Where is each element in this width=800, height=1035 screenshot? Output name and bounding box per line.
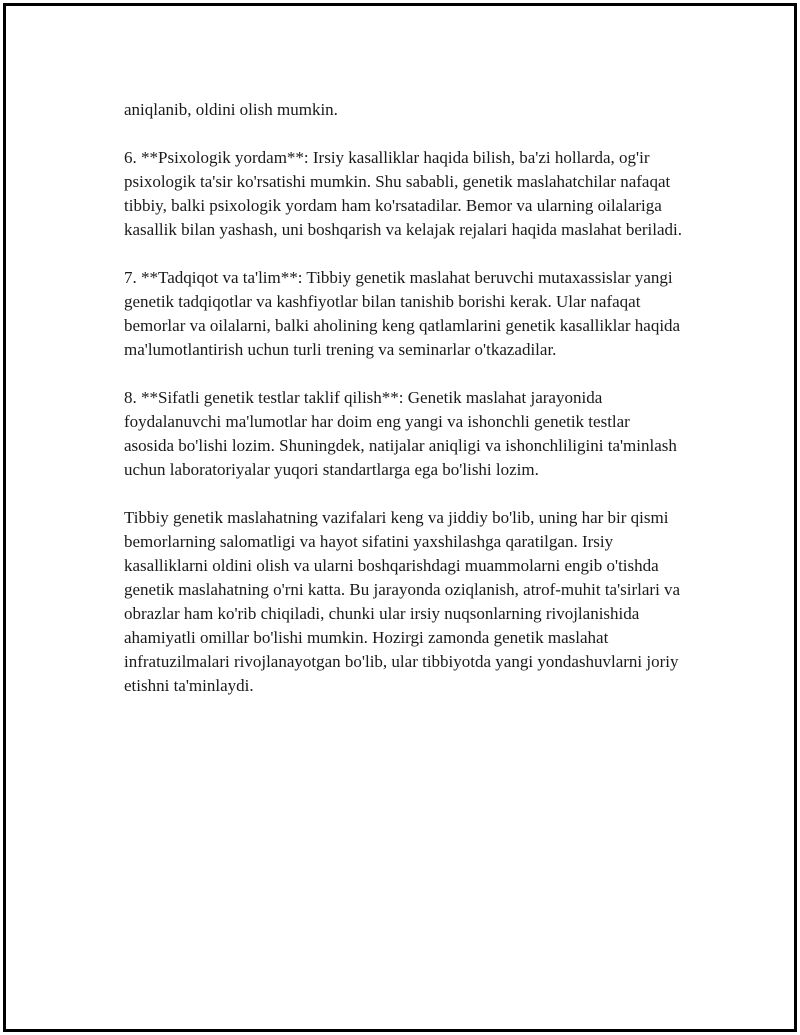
paragraph-conclusion: Tibbiy genetik maslahatning vazifalari keng va jiddiy bo'lib, uning har bir qismi bemorlarning salomatligi va hayot sifatini yaxshilashga qaratilgan. Irsiy kasalliklarni oldini olish va ularni boshqarishdagi muammolarni engib o'tishda genetik maslahatning o'rni katta. Bu jarayonda oziqlanish, atrof-muhit ta'sirlari va obrazlar ham ko'rib chiqiladi, chunki ular irsiy nuqsonlarning rivojlanishida ahamiyatli omillar bo'lishi mumkin. Hozirgi zamonda genetik maslahat infratuzilmalari rivojlanayotgan bo'lib, ular tibbiyotda yangi yondashuvlarni joriy etishni ta'minlaydi. — [124, 508, 681, 695]
paragraph-research-education: 7. **Tadqiqot va ta'lim**: Tibbiy genetik maslahat beruvchi mutaxassislar yangi genetik tadqiqotlar va kashfiyotlar bilan tanishib borishi kerak. Ular nafaqat bemorlar va oilalarni, balki aholining keng qatlamlarini genetik kasalliklar haqida ma'lumotlantirish uchun turli trening va seminarlar o'tkazadilar. — [124, 268, 681, 359]
page-frame — [3, 3, 797, 1032]
paragraph-continuation: aniqlanib, oldini olish mumkin. — [124, 100, 338, 119]
document-body — [124, 98, 684, 722]
paragraph-quality-genetic-tests: 8. **Sifatli genetik testlar taklif qilish**: Genetik maslahat jarayonida foydalanuvchi ma'lumotlar har doim eng yangi va ishonchli genetik testlar asosida bo'lishi lozim. Shuningdek, natijalar aniqligi va ishonchliligini ta'minlash uchun laboratoriyalar yuqori standartlarga ega bo'lishi lozim. — [124, 388, 677, 479]
paragraph-psychological-support: 6. **Psixologik yordam**: Irsiy kasalliklar haqida bilish, ba'zi hollarda, og'ir psixologik ta'sir ko'rsatishi mumkin. Shu sababli, genetik maslahatchilar nafaqat tibbiy, balki psixologik yordam ham ko'rsatadilar. Bemor va ularning oilalariga kasallik bilan yashash, uni boshqarish va kelajak rejalari haqida maslahat beriladi. — [124, 148, 682, 239]
